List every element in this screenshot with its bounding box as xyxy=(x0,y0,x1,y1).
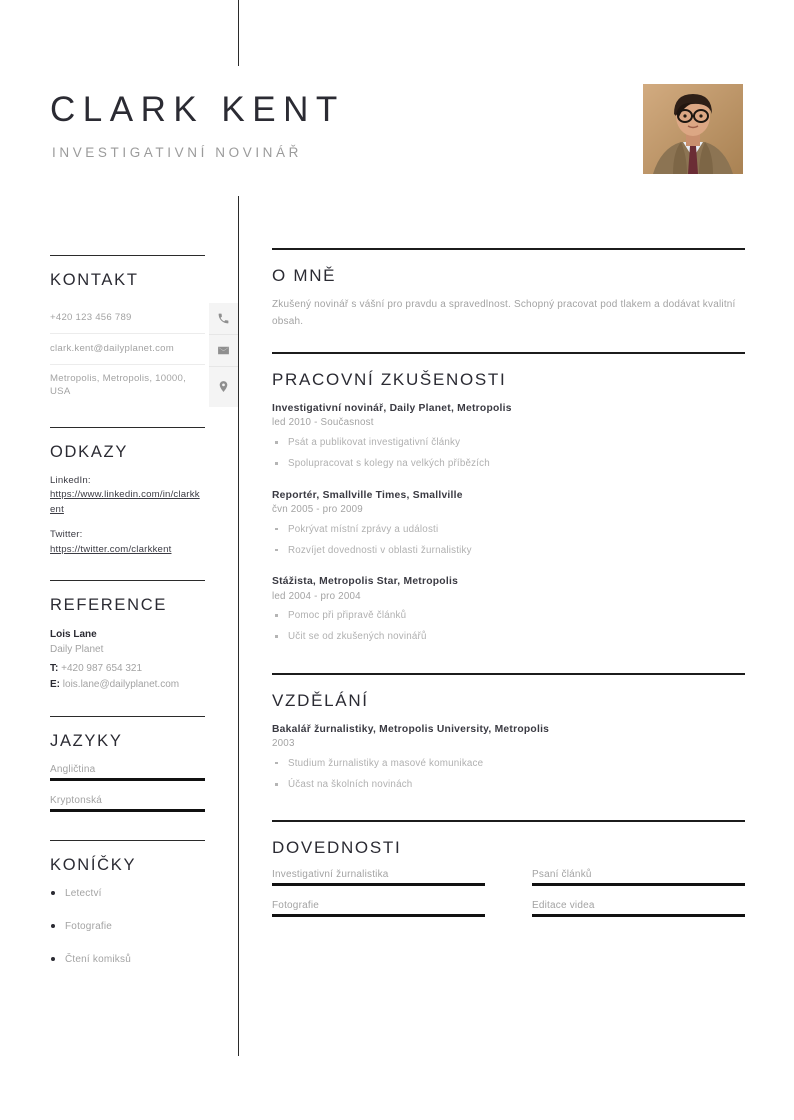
divider xyxy=(272,352,745,354)
divider xyxy=(50,840,205,841)
skills-grid xyxy=(272,869,745,931)
section-title-languages: JAZYKY xyxy=(50,732,123,751)
list-item: Pokrývat místní zprávy a události xyxy=(272,523,745,536)
link-item-twitter xyxy=(50,528,205,557)
link-label: Twitter: xyxy=(50,529,83,541)
bar-fill xyxy=(532,883,745,886)
section-title-about: O MNĚ xyxy=(272,266,337,285)
contact-row-email xyxy=(50,334,205,365)
entry-date: led 2004 - pro 2004 xyxy=(272,590,361,602)
reference-email: lois.lane@dailyplanet.com xyxy=(62,678,180,690)
divider xyxy=(272,248,745,250)
section-title-education: VZDĚLÁNÍ xyxy=(272,690,369,710)
language-name: Kryptonská xyxy=(50,794,103,806)
list-item: Pomoc při připravě článků xyxy=(272,609,745,622)
contact-block xyxy=(50,303,205,405)
skill-level-bar xyxy=(532,914,745,917)
language-name: Angličtina xyxy=(50,763,96,775)
divider xyxy=(272,820,745,822)
skill-level-bar xyxy=(272,883,485,886)
vertical-divider-bottom xyxy=(238,196,239,1056)
list-item: Rozvíjet dovednosti v oblasti žurnalistiky xyxy=(272,544,745,557)
entry-date: 2003 xyxy=(272,738,295,750)
entry-title: Bakalář žurnalistiky, Metropolis University, Metropolis xyxy=(272,723,550,735)
entry-date: led 2010 - Současnost xyxy=(272,417,374,429)
candidate-role: INVESTIGATIVNÍ NOVINÁŘ xyxy=(52,145,302,160)
skill-name: Psaní článků xyxy=(532,869,592,881)
divider xyxy=(50,716,205,717)
contact-email: clark.kent@dailyplanet.com xyxy=(50,342,174,354)
reference-card xyxy=(50,627,205,692)
list-item: Učit se od zkušených novinářů xyxy=(272,630,745,643)
list-item: Psát a publikovat investigativní články xyxy=(272,436,745,449)
list-item: Čtení komiksů xyxy=(50,953,205,966)
phone-icon xyxy=(209,303,238,335)
section-title-contact: KONTAKT xyxy=(50,271,139,289)
reference-org: Daily Planet xyxy=(50,644,104,656)
skill-item xyxy=(272,869,485,886)
link-url-linkedin[interactable]: https://www.linkedin.com/in/clarkkent xyxy=(50,489,200,515)
envelope-icon xyxy=(209,335,238,367)
experience-entry xyxy=(272,401,745,471)
avatar xyxy=(643,84,743,174)
reference-email-row xyxy=(50,677,205,693)
reference-phone-label: T: xyxy=(50,663,59,675)
list-item: Účast na školních novinách xyxy=(272,778,745,791)
entry-bullets xyxy=(272,523,745,557)
language-item xyxy=(50,764,205,781)
list-item: Spolupracovat s kolegy na velkých příbězích xyxy=(272,457,745,470)
divider xyxy=(50,580,205,581)
experience-entry xyxy=(272,574,745,644)
entry-date: čvn 2005 - pro 2009 xyxy=(272,504,363,515)
skill-name: Editace videa xyxy=(532,900,595,912)
about-text: Zkušený novinář s vášní pro pravdu a spravedlnost. Schopný pracovat pod tlakem a dodávat kvalitní obsah. xyxy=(272,299,736,327)
section-title-hobbies: KONÍČKY xyxy=(50,855,137,874)
list-item: Letectví xyxy=(50,887,205,900)
experience-entry xyxy=(272,488,745,558)
hobbies-list xyxy=(50,887,205,966)
entry-title: Reportér, Smallville Times, Smallville xyxy=(272,489,463,501)
education-entry xyxy=(272,722,745,792)
contact-row-address xyxy=(50,365,205,405)
skill-item xyxy=(532,900,745,917)
contact-icon-column xyxy=(209,303,238,407)
section-title-links: ODKAZY xyxy=(50,442,129,461)
language-level-bar xyxy=(50,778,205,781)
list-item: Fotografie xyxy=(50,920,205,933)
section-title-reference: REFERENCE xyxy=(50,595,168,614)
link-item-linkedin xyxy=(50,474,205,517)
skill-level-bar xyxy=(272,914,485,917)
reference-phone: +420 987 654 321 xyxy=(61,663,143,675)
section-title-skills: DOVEDNOSTI xyxy=(272,838,402,858)
reference-name: Lois Lane xyxy=(50,629,97,641)
entry-bullets xyxy=(272,436,745,470)
map-pin-icon xyxy=(209,367,238,407)
bar-fill xyxy=(532,914,745,917)
sidebar xyxy=(50,255,205,986)
contact-phone: +420 123 456 789 xyxy=(50,311,132,323)
bar-fill xyxy=(50,809,205,812)
link-label: LinkedIn: xyxy=(50,475,91,486)
skill-level-bar xyxy=(532,883,745,886)
skill-item xyxy=(532,869,745,886)
skill-name: Fotografie xyxy=(272,900,320,912)
divider xyxy=(50,427,205,428)
bar-fill xyxy=(272,883,485,886)
contact-address: Metropolis, Metropolis, 10000, USA xyxy=(50,372,187,398)
divider xyxy=(272,673,745,675)
contact-row-phone xyxy=(50,303,205,334)
entry-bullets xyxy=(272,757,745,791)
link-url-twitter[interactable]: https://twitter.com/clarkkent xyxy=(50,543,172,555)
reference-email-label: E: xyxy=(50,678,60,690)
resume-header xyxy=(0,0,794,200)
bar-fill xyxy=(50,778,205,781)
candidate-name: CLARK KENT xyxy=(50,90,345,129)
entry-title: Stážista, Metropolis Star, Metropolis xyxy=(272,576,459,588)
reference-phone-row xyxy=(50,661,205,677)
entry-title: Investigativní novinář, Daily Planet, Metropolis xyxy=(272,403,512,414)
list-item: Studium žurnalistiky a masové komunikace xyxy=(272,757,745,770)
bar-fill xyxy=(272,914,485,917)
main-column xyxy=(272,248,745,931)
language-item xyxy=(50,795,205,812)
divider xyxy=(50,255,205,256)
section-title-experience: PRACOVNÍ ZKUŠENOSTI xyxy=(272,370,507,389)
language-level-bar xyxy=(50,809,205,812)
skill-item xyxy=(272,900,485,917)
entry-bullets xyxy=(272,609,745,643)
skill-name: Investigativní žurnalistika xyxy=(272,869,389,881)
